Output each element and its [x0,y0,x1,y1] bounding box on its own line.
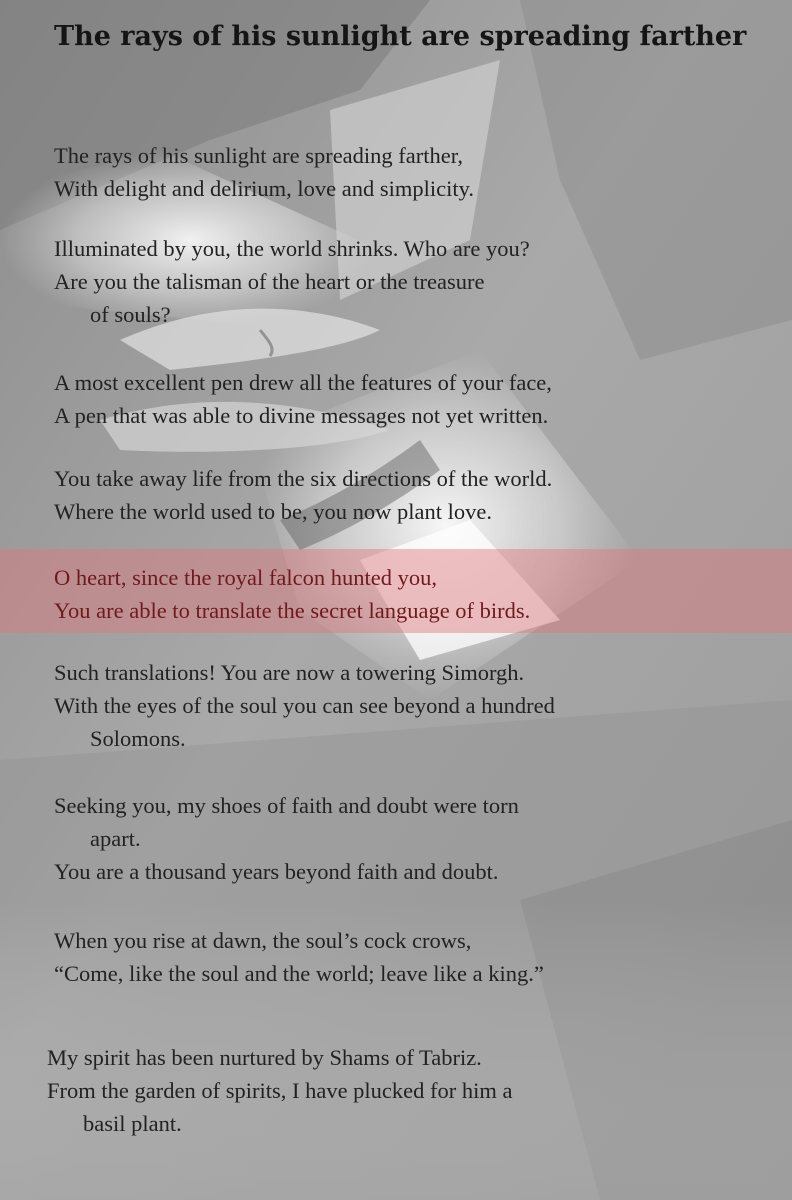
poem-line: O heart, since the royal falcon hunted you, [54,565,437,590]
poem-line: My spirit has been nurtured by Shams of Tabriz. [47,1045,482,1070]
poem-line: From the garden of spirits, I have plucked for him a [47,1078,513,1103]
poem-line: Are you the talisman of the heart or the treasure [54,269,485,294]
poem-line: A most excellent pen drew all the features of your face, [54,370,552,395]
poem-line: Such translations! You are now a towering Simorgh. [54,660,525,685]
poem-line: You take away life from the six directions of the world. [54,466,553,491]
stanza-5-highlighted [54,561,774,627]
stanza-7 [54,789,774,888]
stanza-3 [54,366,774,432]
poem-line: Solomons. [90,726,186,751]
poem-line: With delight and delirium, love and simplicity. [54,176,475,201]
stanza-9 [47,1041,767,1140]
stanza-2 [54,232,774,331]
poem-line: The rays of his sunlight are spreading farther, [54,143,463,168]
poem-line: Seeking you, my shoes of faith and doubt were torn [54,793,519,818]
stanza-4 [54,462,774,528]
poem-line: apart. [90,826,141,851]
poem-line: When you rise at dawn, the soul’s cock crows, [54,928,472,953]
poem-line: You are able to translate the secret language of birds. [54,598,531,623]
poem-line: With the eyes of the soul you can see beyond a hundred [54,693,555,718]
poem-title: The rays of his sunlight are spreading farther [54,21,747,52]
stanza-6 [54,656,774,755]
poem-line: “Come, like the soul and the world; leave like a king.” [54,961,544,986]
poem-line: basil plant. [83,1111,182,1136]
poem-line: Illuminated by you, the world shrinks. Who are you? [54,236,530,261]
poem-line: of souls? [90,302,171,327]
stanza-8 [54,924,774,990]
poem-line: You are a thousand years beyond faith and doubt. [54,859,499,884]
poem-line: A pen that was able to divine messages not yet written. [54,403,549,428]
stanza-1 [54,139,774,205]
poem-line: Where the world used to be, you now plant love. [54,499,493,524]
